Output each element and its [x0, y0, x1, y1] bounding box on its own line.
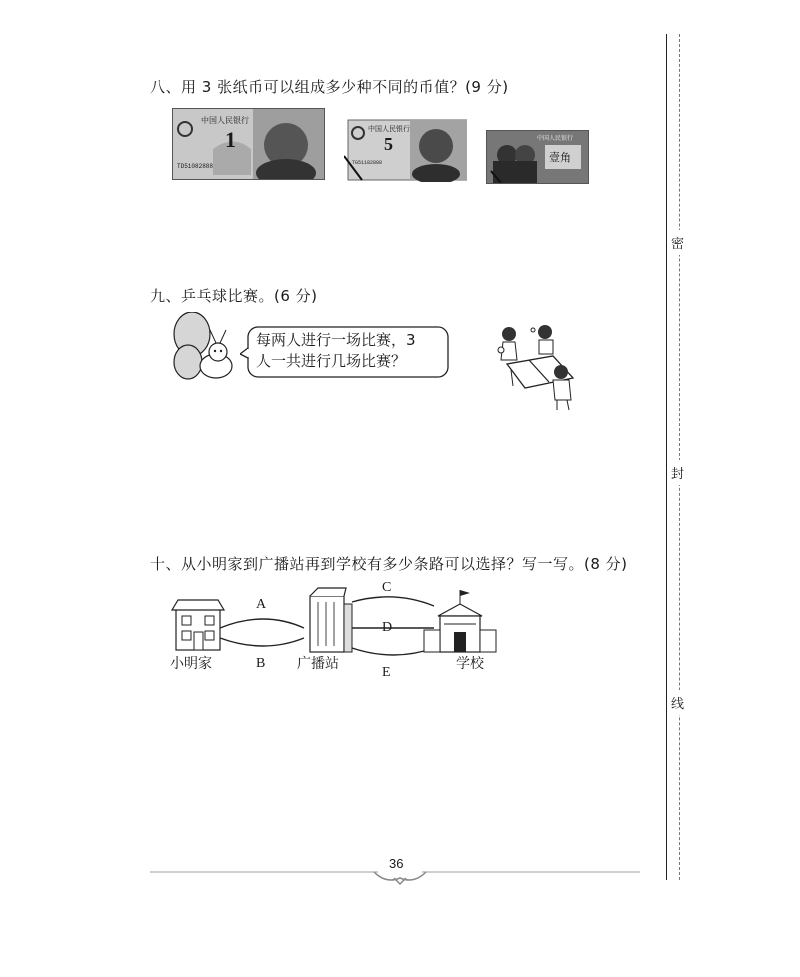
banknote-1-header: 中国人民银行	[201, 116, 249, 125]
banknote-5-value: 5	[384, 134, 393, 154]
question-8-title: 八、用 3 张纸币可以组成多少种不同的币值？(9 分)	[150, 78, 509, 96]
butterfly-mascot-icon	[170, 312, 240, 384]
route-label-c: C	[382, 580, 392, 595]
banknote-5-yuan	[344, 118, 467, 182]
banknote-1-yuan	[172, 108, 325, 180]
binding-char-mi: 密	[671, 230, 684, 255]
route-b-path	[220, 638, 304, 646]
route-label-d: D	[382, 620, 393, 635]
bubble-line-1: 每两人进行一场比赛，3	[256, 331, 416, 349]
place-label-station: 广播站	[297, 656, 339, 672]
binding-char-feng: 封	[671, 460, 684, 485]
page-number: 36	[389, 856, 404, 871]
route-c-path	[352, 597, 434, 606]
route-label-a: A	[256, 597, 267, 612]
question-9-title: 九、乒乓球比赛。(6 分)	[150, 287, 318, 305]
school-building-icon	[424, 590, 496, 652]
route-label-e: E	[382, 665, 391, 680]
question-10-title: 十、从小明家到广播站再到学校有多少条路可以选择？写一写。(8 分)	[150, 555, 628, 573]
bubble-line-2: 人一共进行几场比赛？	[256, 352, 407, 370]
route-e-path	[352, 648, 434, 655]
banknote-1-serial: TD51082888	[177, 163, 214, 170]
table-tennis-players-icon	[497, 320, 577, 412]
route-label-b: B	[256, 656, 266, 671]
binding-solid-line	[666, 34, 667, 880]
binding-line	[666, 34, 684, 880]
banknote-5-serial: TG51182888	[352, 160, 383, 166]
banknote-jiao-header: 中国人民银行	[537, 135, 574, 142]
banknote-5-header: 中国人民银行	[368, 125, 410, 133]
binding-dashed-line	[679, 34, 680, 880]
place-label-school: 学校	[456, 656, 484, 672]
binding-char-xian: 线	[671, 690, 684, 715]
place-label-home: 小明家	[170, 656, 212, 672]
broadcast-station-icon	[310, 588, 352, 652]
banknote-jiao-value: 壹角	[549, 151, 571, 164]
banknote-1-jiao	[486, 130, 589, 184]
banknote-1-value: 1	[225, 127, 236, 152]
home-building-icon	[172, 600, 224, 650]
route-a-path	[220, 619, 304, 628]
